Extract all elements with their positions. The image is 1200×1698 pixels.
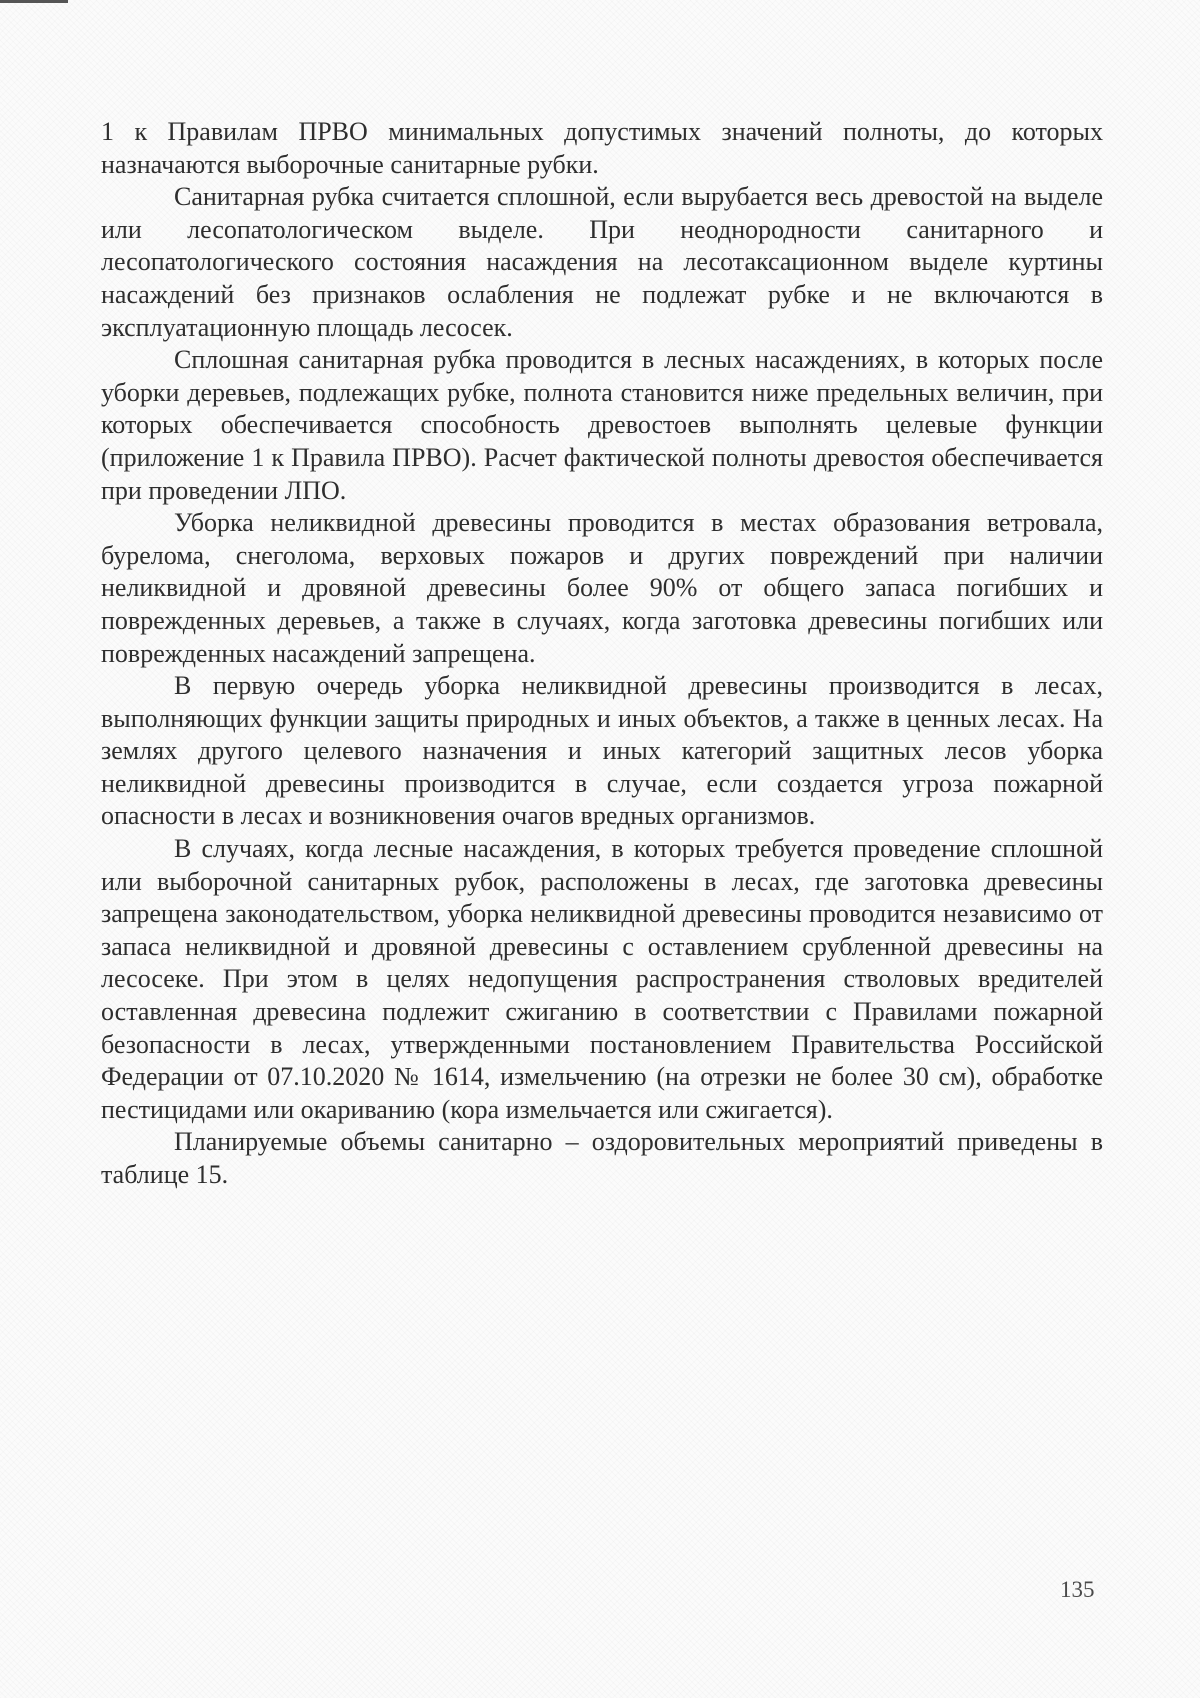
paragraph-illiquid-wood-removal: Уборка неликвидной древесины проводится в местах образования ветровала, бурелома, снеголома, верховых пожаров и других повреждений при наличии неликвидной и дровяной древесины более 90% от общего запаса погибших и поврежденных деревьев, а также в случаях, когда заготовка древесины погибших или поврежденных насаждений запрещена. [101,508,1103,668]
paragraph-sanitary-clear-cut-definition: Санитарная рубка считается сплошной, если вырубается весь древостой на выделе или лесопатологическом выделе. При неоднородности санитарного и лесопатологического состояния насаждения на лесотаксационном выделе куртины насаждений без признаков ослабления не подлежат рубке и не включаются в эксплуатационную площадь лесосек. [101,182,1103,342]
paragraph-priority-removal: В первую очередь уборка неликвидной древесины производится в лесах, выполняющих функции защиты природных и иных объектов, а также в ценных лесах. На землях другого целевого назначения и иных категорий защитных лесов уборка неликвидной древесины производится в случае, если создается угроза пожарной опасности в лесах и возникновения очагов вредных организмов. [101,671,1103,831]
paragraph-prohibited-harvest-cases: В случаях, когда лесные насаждения, в которых требуется проведение сплошной или выборочной санитарных рубок, расположены в лесах, где заготовка древесины запрещена законодательством, уборка неликвидной древесины проводится независимо от запаса неликвидной и дровяной древесины с оставлением срубленной древесины на лесосеке. При этом в целях недопущения распространения стволовых вредителей оставленная древесина подлежит сжиганию в соответствии с Правилами пожарной безопасности в лесах, утвержденными постановлением Правительства Российской Федерации от 07.10.2020 № 1614, измельчению (на отрезки не более 30 см), обработке пестицидами или окариванию (кора измельчается или сжигается). [101,834,1103,1124]
scan-edge-mark [0,0,68,3]
paragraph-continuation: 1 к Правилам ПРВО минимальных допустимых значений полноты, до которых назначаются выборочные санитарные рубки. [101,117,1103,179]
page-number: 135 [1060,1577,1095,1602]
document-body [101,116,1103,1192]
paragraph-clear-sanitary-felling: Сплошная санитарная рубка проводится в лесных насаждениях, в которых после уборки деревьев, подлежащих рубке, полнота становится ниже предельных величин, при которых обеспечивается способность древостоев выполнять целевые функции (приложение 1 к Правила ПРВО). Расчет фактической полноты древостоя обеспечивается при проведении ЛПО. [101,345,1103,505]
paragraph-planned-volumes: Планируемые объемы санитарно – оздоровительных мероприятий приведены в таблице 15. [101,1127,1103,1189]
